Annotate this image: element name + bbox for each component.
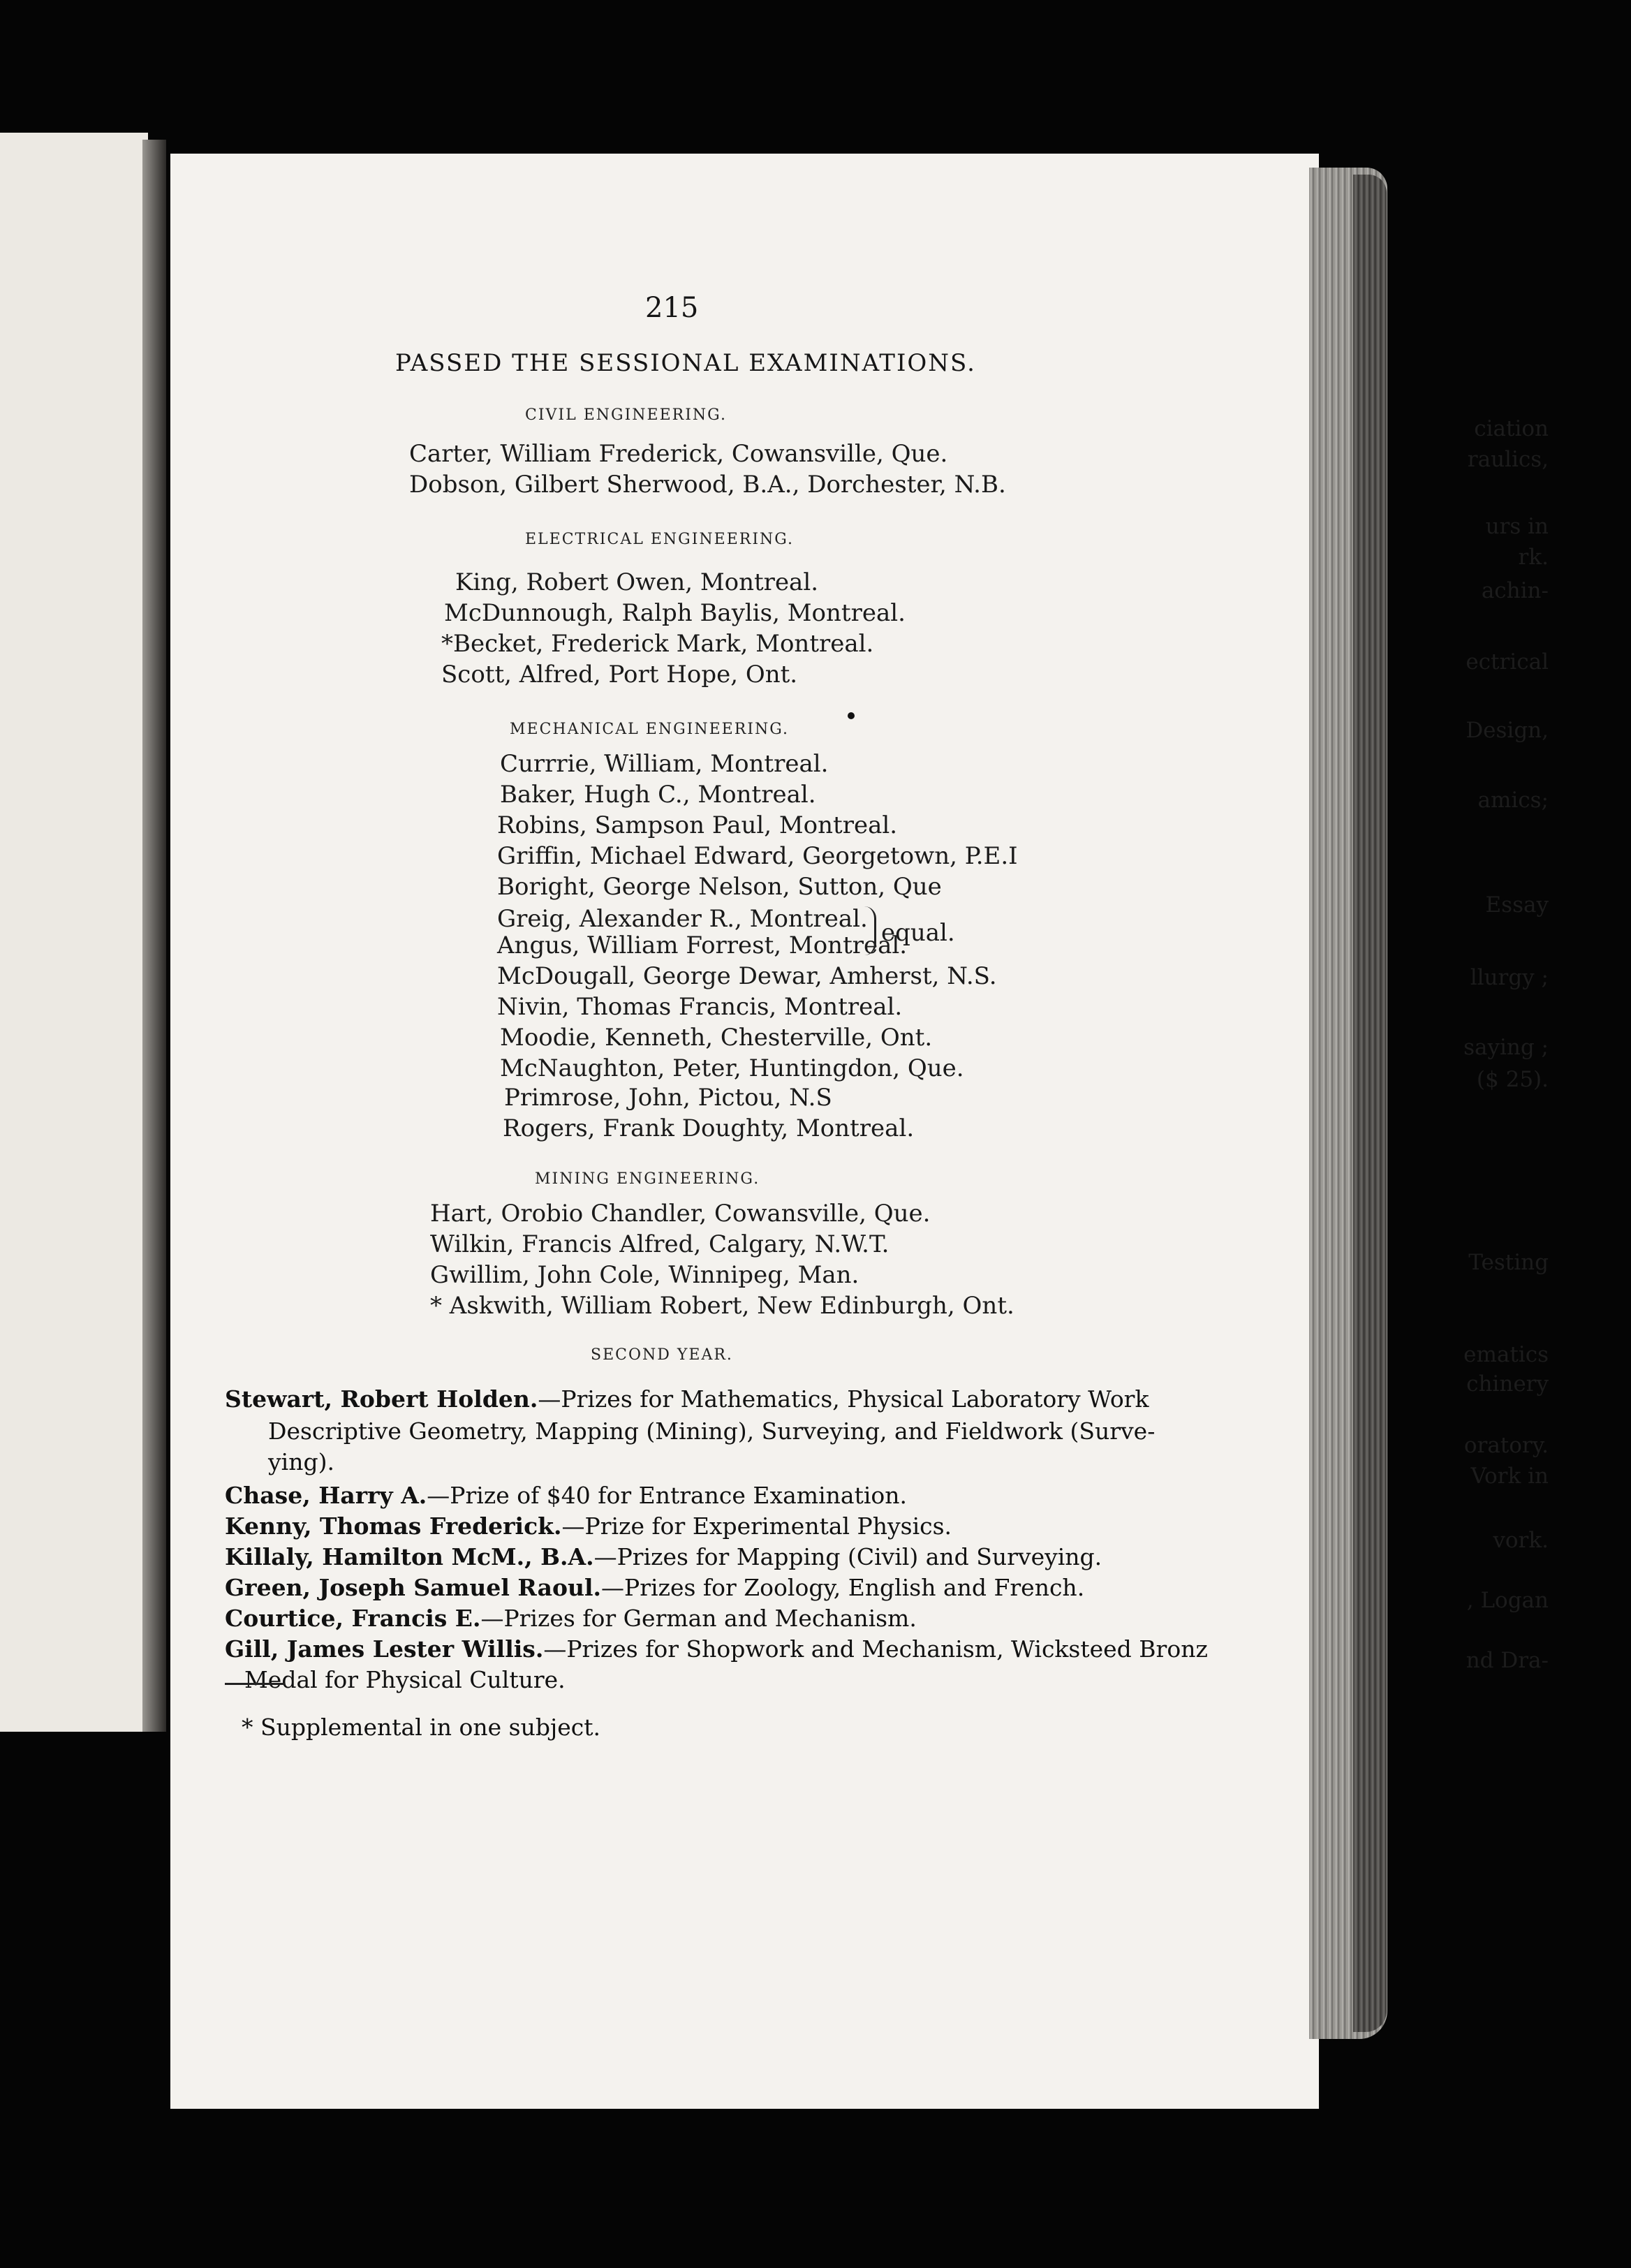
prize-continuation: Medal for Physical Culture. — [244, 1666, 566, 1693]
prize-continuation: ying). — [268, 1448, 334, 1475]
book-gutter — [142, 140, 166, 1732]
prize-name: Chase, Harry A. — [225, 1482, 427, 1509]
left-fragment: urs in — [1485, 514, 1549, 539]
name-line: * Askwith, William Robert, New Edinburgh, Ont. — [430, 1292, 1014, 1320]
name-line: Primrose, John, Pictou, N.S — [504, 1084, 832, 1112]
name-line: McDunnough, Ralph Baylis, Montreal. — [444, 599, 906, 627]
name-line: Robins, Sampson Paul, Montreal. — [497, 811, 898, 839]
prize-text: —Prizes for Mathematics, Physical Laboratory Work — [538, 1385, 1149, 1413]
prize-text: —Prizes for Shopwork and Mechanism, Wicksteed Bronz — [543, 1635, 1208, 1663]
name-line: Dobson, Gilbert Sherwood, B.A., Dorchester, N.B. — [409, 471, 1006, 499]
civil-heading: CIVIL ENGINEERING. — [525, 406, 727, 424]
name-line: King, Robert Owen, Montreal. — [455, 568, 819, 596]
left-fragment: amics; — [1477, 788, 1549, 813]
name-line: McNaughton, Peter, Huntingdon, Que. — [500, 1054, 964, 1082]
left-fragment: Vork in — [1470, 1464, 1549, 1489]
prize-text: —Prizes for Mapping (Civil) and Surveying. — [593, 1543, 1102, 1570]
name-line: McDougall, George Dewar, Amherst, N.S. — [497, 962, 997, 990]
prize-text: —Prize of $40 for Entrance Examination. — [427, 1482, 908, 1509]
left-fragment: ciation — [1474, 416, 1549, 441]
left-fragment: achin- — [1481, 578, 1549, 603]
prize-continuation: Descriptive Geometry, Mapping (Mining), Surveying, and Fieldwork (Surve- — [268, 1418, 1156, 1445]
name-line: Currrie, William, Montreal. — [500, 750, 829, 778]
left-fragment: nd Dra- — [1466, 1648, 1549, 1673]
prize-entry — [225, 1574, 1084, 1601]
left-facing-page — [0, 133, 148, 1732]
prize-entry — [225, 1605, 917, 1632]
mining-heading: MINING ENGINEERING. — [535, 1170, 760, 1188]
name-line: Moodie, Kenneth, Chesterville, Ont. — [500, 1024, 933, 1052]
left-fragment: Design, — [1466, 718, 1549, 743]
prize-entry — [225, 1543, 1102, 1570]
left-fragment: Testing — [1468, 1250, 1549, 1275]
name-line: Boright, George Nelson, Sutton, Que — [497, 873, 942, 901]
name-line: Baker, Hugh C., Montreal. — [500, 781, 816, 809]
name-line: Scott, Alfred, Port Hope, Ont. — [441, 661, 798, 688]
prize-entry — [225, 1512, 952, 1540]
left-fragment: ($ 25). — [1476, 1067, 1549, 1092]
prize-entry — [225, 1635, 1208, 1663]
left-fragment: raulics, — [1467, 447, 1549, 472]
left-fragment: oratory. — [1463, 1433, 1549, 1458]
electrical-heading: ELECTRICAL ENGINEERING. — [525, 531, 795, 548]
left-fragment: saying ; — [1463, 1035, 1549, 1060]
name-line: Gwillim, John Cole, Winnipeg, Man. — [430, 1261, 859, 1289]
footnote-rule — [225, 1683, 285, 1685]
equal-brace — [864, 906, 876, 955]
prize-name: Green, Joseph Samuel Raoul. — [225, 1574, 602, 1601]
left-fragment: ematics — [1463, 1342, 1549, 1367]
mechanical-heading: MECHANICAL ENGINEERING. — [510, 721, 789, 738]
prize-name: Courtice, Francis E. — [225, 1605, 481, 1632]
page-number: 215 — [645, 292, 699, 324]
page-title: PASSED THE SESSIONAL EXAMINATIONS. — [395, 349, 976, 377]
prize-text: —Prizes for German and Mechanism. — [480, 1605, 917, 1632]
name-line: Wilkin, Francis Alfred, Calgary, N.W.T. — [430, 1230, 890, 1258]
ink-speck — [848, 712, 855, 719]
page-edges-dark — [1353, 175, 1387, 2032]
prize-text: —Prizes for Zoology, English and French. — [601, 1574, 1085, 1601]
left-fragment: chinery — [1466, 1371, 1549, 1397]
prize-text: —Prize for Experimental Physics. — [561, 1512, 952, 1540]
prize-name: Stewart, Robert Holden. — [225, 1385, 538, 1413]
left-fragment: Essay — [1485, 892, 1549, 918]
second-year-heading: SECOND YEAR. — [591, 1346, 733, 1364]
name-line: Greig, Alexander R., Montreal. — [497, 905, 868, 933]
footnote: * Supplemental in one subject. — [242, 1714, 600, 1741]
prize-name: Gill, James Lester Willis. — [225, 1635, 544, 1663]
equal-note: equal. — [881, 919, 955, 947]
prize-entry — [225, 1482, 907, 1509]
left-fragment: ectrical — [1466, 649, 1549, 675]
name-line: Nivin, Thomas Francis, Montreal. — [497, 993, 903, 1021]
left-fragment: vork. — [1493, 1528, 1549, 1553]
left-fragment: , Logan — [1466, 1588, 1549, 1613]
name-line: *Becket, Frederick Mark, Montreal. — [441, 630, 874, 658]
prize-name: Kenny, Thomas Frederick. — [225, 1512, 562, 1540]
left-fragment: rk. — [1518, 545, 1549, 570]
name-line: Griffin, Michael Edward, Georgetown, P.E.I — [497, 842, 1018, 870]
name-line: Hart, Orobio Chandler, Cowansville, Que. — [430, 1200, 931, 1228]
name-line: Angus, William Forrest, Montreal. — [497, 932, 908, 959]
left-fragment: llurgy ; — [1470, 965, 1549, 990]
name-line: Rogers, Frank Doughty, Montreal. — [503, 1114, 915, 1142]
prize-entry — [225, 1385, 1149, 1413]
prize-name: Killaly, Hamilton McM., B.A. — [225, 1543, 594, 1570]
name-line: Carter, William Frederick, Cowansville, Que. — [409, 440, 948, 468]
